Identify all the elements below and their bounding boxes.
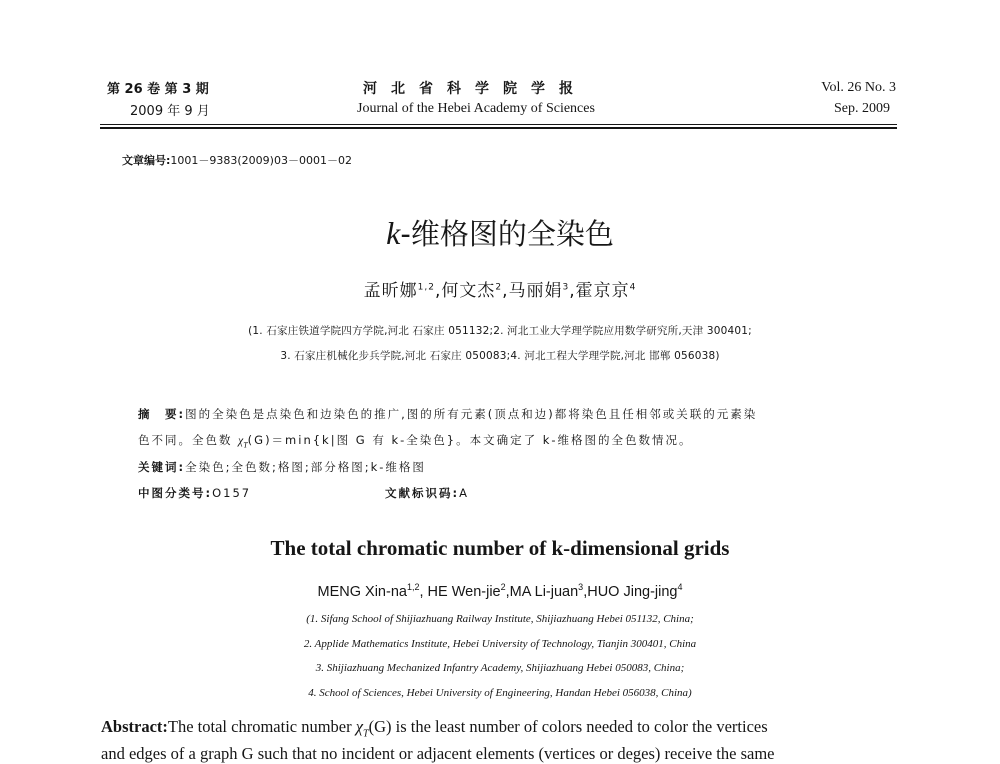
clc-label: 中图分类号: (138, 486, 213, 500)
keywords-zh (138, 459, 426, 475)
header-rule-thick (100, 127, 897, 129)
author-affiliation-mark: 1,2 (417, 282, 435, 293)
authors-zh: 孟昕娜$^{1,2}$,何文杰$^2$,马丽娟$^3$,霍京京$^4$ (363, 281, 637, 301)
journal-name-en: Journal of the Hebei Academy of Sciences (357, 101, 595, 116)
affiliation-en-line: 2. Applide Mathematics Institute, Hebei University of Technology, Tianjin 300401, China (303, 638, 697, 650)
author-affiliation-mark: 3 (562, 282, 570, 293)
keywords-zh-value: 全染色;全色数;格图;部分格图;k-维格图 (185, 460, 426, 474)
author-affiliation-mark: 3 (578, 582, 584, 592)
authors-en: MENG Xin-na$^{1,2}$, HE Wen-jie$^2$,MA Li-juan$^3$,HUO Jing-jing$^4$ (317, 582, 683, 600)
volume-issue: 第 26 卷 第 3 期 (107, 82, 209, 97)
abstract-en-line: and edges of a graph G such that no incident or adjacent elements (vertices or deges) receive the same (101, 744, 775, 763)
document-code-value: A (459, 486, 469, 500)
abstract-en-line (101, 717, 768, 739)
issue-date: 2009 年 9 月 (130, 104, 210, 119)
author-en: HUO Jing-jing (587, 583, 678, 600)
volume-number-en: Vol. 26 No. 3 (821, 80, 896, 95)
author-en: MENG Xin-na (317, 583, 407, 600)
abstract-en-text: (G) is the least number of colors needed to color the vertices (368, 717, 768, 736)
abstract-zh-text: (G)＝min{k|图 G 有 k-全染色}。本文确定了 k-维格图的全色数情况。 (247, 433, 693, 447)
author-affiliation-mark: 1,2 (406, 582, 420, 592)
author-zh: 霍京京 (575, 281, 630, 301)
document-code-label: 文献标识码: (385, 486, 460, 500)
chi-symbol: χ (355, 717, 364, 736)
abstract-zh-line (138, 406, 757, 422)
author-affiliation-mark: 2 (500, 582, 506, 592)
article-number (122, 152, 352, 168)
abstract-en-text: The total chromatic number (167, 717, 356, 736)
abstract-zh-line (138, 432, 693, 449)
article-number-label: 文章编号: (122, 154, 171, 167)
document-code (385, 485, 469, 501)
chi-subscript: T (363, 728, 369, 740)
title-zh-variable: k (386, 215, 401, 251)
abstract-zh-text: 色不同。全色数 (138, 433, 239, 447)
author-en: MA Li-juan (509, 583, 579, 600)
author-zh: 马丽娟 (508, 281, 563, 301)
clc-number (138, 485, 251, 501)
author-zh: 孟昕娜 (363, 281, 418, 301)
abstract-en-label: Abstract: (101, 717, 168, 736)
affiliation-en-line: 4. School of Sciences, Hebei University of Engineering, Handan Hebei 056038, China) (308, 687, 692, 699)
title-en: The total chromatic number of k-dimensional grids (270, 536, 730, 560)
author-affiliation-mark: 4 (677, 582, 683, 592)
chi-symbol: χ (238, 435, 244, 447)
title-zh-text: -维格图的全染色 (400, 217, 614, 251)
title-zh (0, 212, 1000, 253)
author-affiliation-mark: 2 (495, 282, 503, 293)
journal-name-zh: 河北省科学院学报 (363, 81, 587, 97)
affiliation-en-line: 3. Shijiazhuang Mechanized Infantry Academy, Shijiazhuang Hebei 050083, China; (315, 662, 685, 674)
affiliation-en-line: (1. Sifang School of Shijiazhuang Railway Institute, Shijiazhuang Hebei 051132, China; (306, 613, 694, 625)
issue-date-en: Sep. 2009 (834, 101, 890, 116)
abstract-zh-label: 摘 要: (138, 407, 186, 421)
article-number-value: 1001－9383(2009)03－0001－02 (170, 154, 352, 167)
keywords-zh-label: 关键词: (138, 460, 186, 474)
author-en: HE Wen-jie (427, 583, 501, 600)
chi-subscript: T (243, 440, 248, 450)
affiliation-zh-line: (1. 石家庄铁道学院四方学院,河北 石家庄 051132;2. 河北工业大学理学院应用数学研究所,天津 300401; (248, 325, 752, 337)
abstract-zh-text: 图的全染色是点染色和边染色的推广,图的所有元素(顶点和边)都将染色且任相邻或关联的元素染 (185, 407, 758, 421)
author-affiliation-mark: 4 (629, 282, 637, 293)
author-zh: 何文杰 (441, 281, 496, 301)
clc-value: O157 (212, 486, 252, 500)
affiliation-zh-line: 3. 石家庄机械化步兵学院,河北 石家庄 050083;4. 河北工程大学理学院,河北 邯郸 056038) (280, 350, 720, 362)
header-rule-thin (100, 124, 897, 125)
